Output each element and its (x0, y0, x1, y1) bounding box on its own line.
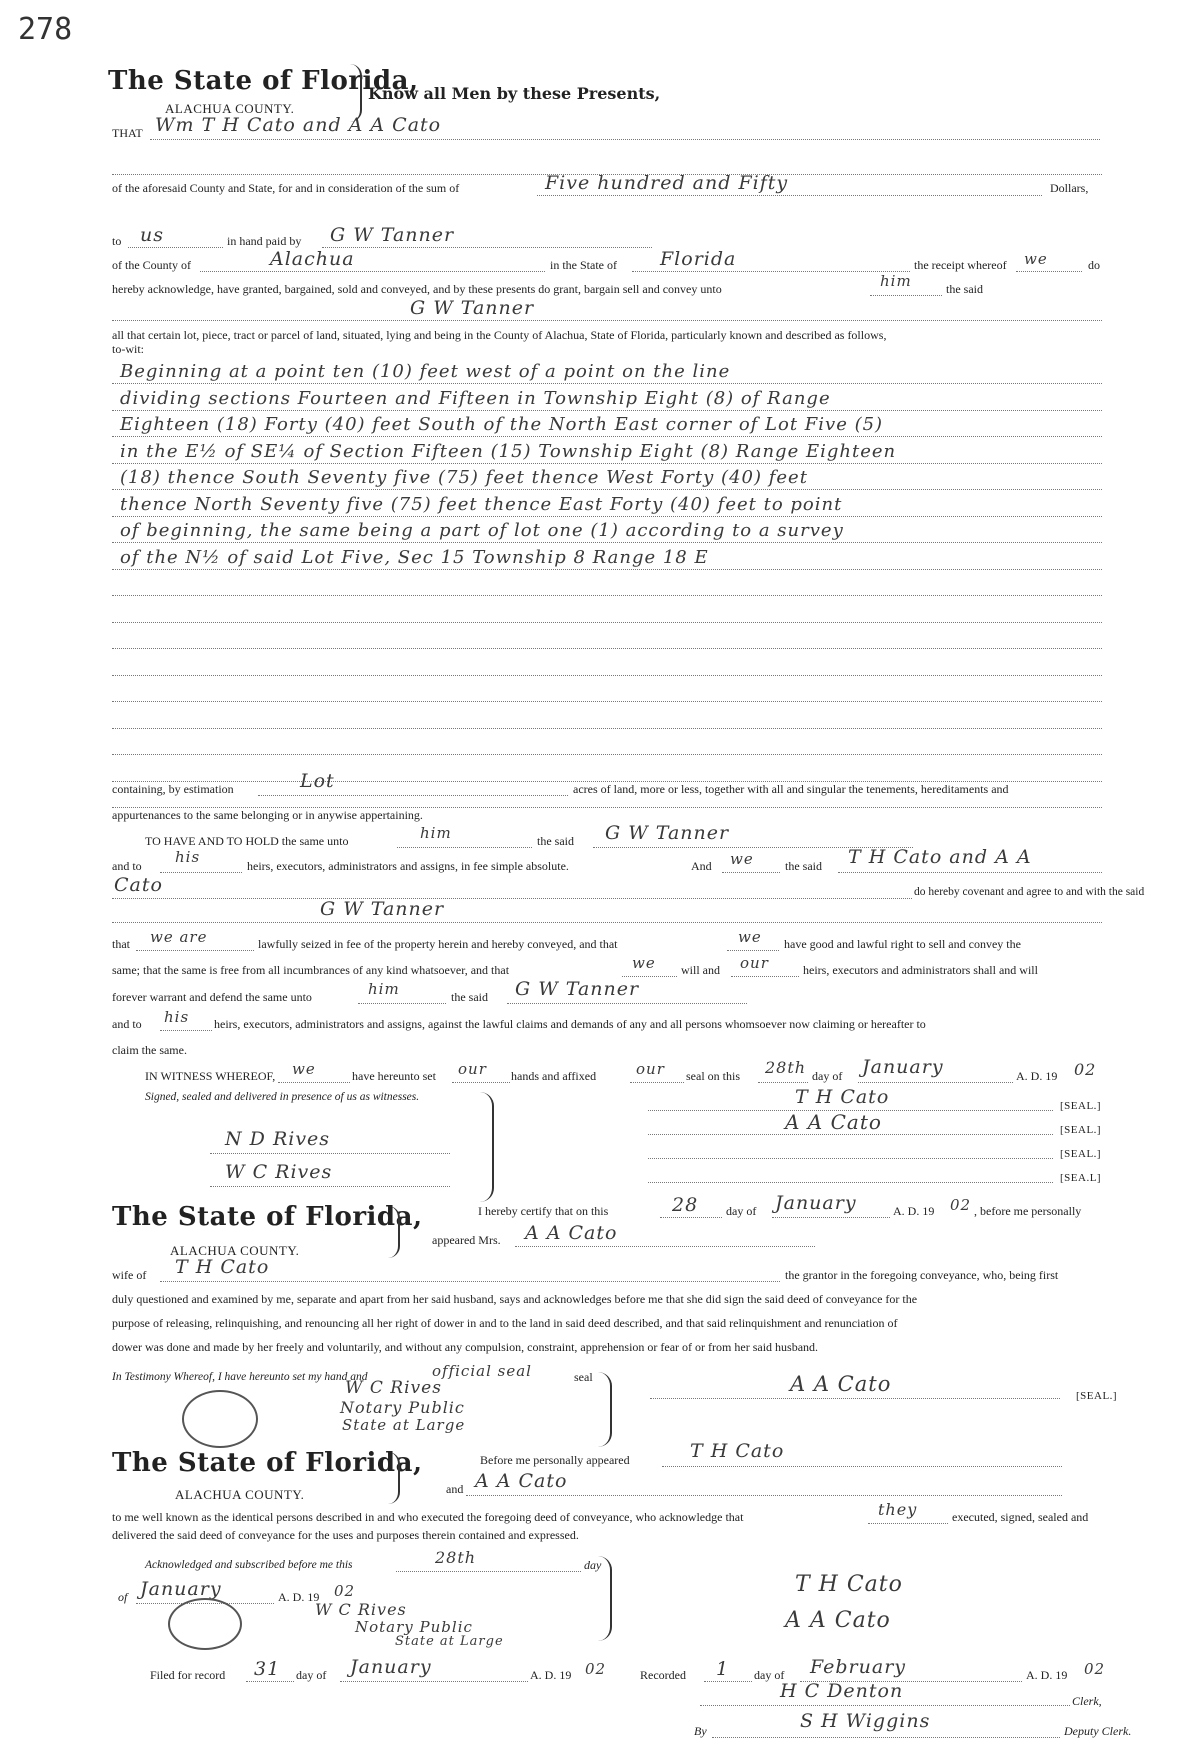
sum-field: Five hundred and Fifty (545, 172, 789, 194)
paid-label: in hand paid by (227, 234, 302, 248)
witness-our-field-2: our (636, 1060, 665, 1078)
by-label: By (694, 1724, 707, 1738)
ack2-they-field: they (878, 1500, 918, 1519)
deputy-label: Deputy Clerk. (1064, 1724, 1132, 1738)
ack1-state-title: The State of Florida, (112, 1202, 423, 1232)
recorded-year-field: 02 (1084, 1660, 1106, 1678)
state-title: The State of Florida, (108, 66, 419, 96)
filed-day-field: 31 (254, 1658, 281, 1680)
to-label: to (112, 234, 122, 248)
filed-label: Filed for record (150, 1668, 226, 1682)
ack1-notary-1: W C Rives (345, 1378, 442, 1398)
witness-month-field: January (862, 1056, 944, 1078)
ack2-day-field: 28th (435, 1548, 477, 1567)
description-line: Beginning at a point ten (10) feet west of a point on the line (120, 361, 731, 382)
same-text: same; that the same is free from all incumbrances of any kind whatsoever, and that (112, 963, 510, 977)
appurtenances-text: appurtenances to the same belonging or in anywise appertaining. (112, 808, 423, 822)
grant-to-field: him (880, 272, 912, 290)
ack1-certify: I hereby certify that on this (478, 1204, 609, 1218)
receipt-label: the receipt whereof (914, 258, 1007, 272)
do-label: do (1088, 258, 1100, 272)
notary-seal-stamp-2 (168, 1598, 242, 1650)
witness-seal-on: seal on this (686, 1069, 740, 1083)
we-field-2: we (738, 928, 762, 946)
description-line: of the N½ of said Lot Five, Sec 15 Township 8 Range 18 E (120, 546, 709, 568)
witness-year-field: 02 (1074, 1060, 1097, 1079)
ack1-month-field: January (775, 1192, 857, 1214)
state-of-field: Florida (660, 248, 737, 270)
ack2-before-me: Before me personally appeared (480, 1453, 630, 1467)
habendum-grantee-field: G W Tanner (605, 822, 730, 844)
seal-label-4: [SEA.L] (1060, 1172, 1102, 1184)
ack1-testimony: In Testimony Whereof, I have hereunto set my hand and (112, 1371, 368, 1383)
grantors-field-3: Cato (114, 874, 163, 896)
county-of-field: Alachua (270, 248, 355, 270)
heirs-assigns-text: heirs, executors, administrators and assigns, against the lawful claims and demands of any and all persons whomsoever now claiming or hereafter to (214, 1017, 926, 1031)
ack2-day-label: day (584, 1558, 602, 1572)
ack1-brace-2 (598, 1372, 612, 1447)
ack2-brace-2 (598, 1556, 612, 1641)
ack2-of-label: of (118, 1590, 128, 1604)
grantors-field-2: T H Cato and A A (848, 846, 1032, 868)
ack2-acknowledged: Acknowledged and subscribed before me this (145, 1559, 353, 1571)
ack1-body-2: purpose of releasing, relinquishing, and renouncing all her right of dower in and to the land in said deed described, and that said relinquishment and renunciation of (112, 1316, 898, 1330)
page-number: 278 (18, 12, 73, 47)
land-text: all that certain lot, piece, tract or parcel of land, situated, lying and being in the County of Alachua, State of Florida, particularly known and described as follows, (112, 328, 887, 342)
ack2-body-1b: executed, signed, sealed and (952, 1510, 1089, 1524)
ack2-brace (388, 1452, 400, 1504)
we-field-3: we (632, 954, 656, 972)
filed-year-field: 02 (585, 1660, 607, 1678)
know-all-heading: Know all Men by these Presents, (368, 84, 661, 103)
grantor-signature-2: A A Cato (785, 1110, 882, 1134)
witness-lead: IN WITNESS WHEREOF, (145, 1069, 276, 1083)
state-of-label: in the State of (550, 258, 617, 272)
ack1-year-field: 02 (950, 1196, 972, 1214)
forever-said-label: the said (451, 990, 488, 1004)
witness-day-of: day of (812, 1069, 843, 1083)
ack2-body-1: to me well known as the identical persons described in and who executed the foregoing deed of conveyance, who acknowledge that (112, 1510, 744, 1524)
description-line: thence North Seventy five (75) feet thence East Forty (40) feet to point (120, 493, 843, 515)
seized-text: lawfully seized in fee of the property herein and hereby conveyed, and that (258, 937, 618, 951)
ack1-day-of: day of (726, 1204, 757, 1218)
recorded-month-field: February (810, 1656, 907, 1678)
description-line: dividing sections Fourteen and Fifteen in Township Eight (8) of Range (120, 387, 831, 409)
containing-label: containing, by estimation (112, 782, 234, 796)
ack1-seal-label: [SEAL.] (1076, 1390, 1118, 1402)
ack1-body-1: duly questioned and examined by me, separate and apart from her said husband, says and acknowledges before me that she did sign the said deed of conveyance for the (112, 1292, 918, 1306)
ack2-person-1-field: T H Cato (690, 1440, 785, 1462)
description-line: (18) thence South Seventy five (75) feet thence West Forty (40) feet (120, 467, 808, 488)
ack2-person-2-field: A A Cato (475, 1470, 568, 1492)
heirs-exec-text: heirs, executors and administrators shall and will (803, 963, 1038, 977)
heirs-text: heirs, executors, administrators and assigns, in fee simple absolute. (247, 859, 569, 873)
seal-label-2: [SEAL.] (1060, 1124, 1102, 1136)
recorded-day-of: day of (754, 1668, 785, 1682)
ack1-county: ALACHUA COUNTY. (170, 1243, 300, 1258)
ack2-and: and (446, 1482, 464, 1496)
ack2-body-2: delivered the said deed of conveyance for the uses and purposes therein contained and expressed. (112, 1528, 579, 1542)
recorded-label: Recorded (640, 1668, 686, 1682)
we-are-field: we are (150, 928, 208, 946)
his-field-2: his (164, 1008, 190, 1026)
covenant-grantee-field: G W Tanner (320, 898, 445, 920)
habendum-said-2: the said (785, 859, 822, 873)
consideration-text: of the aforesaid County and State, for and in consideration of the sum of (112, 181, 460, 195)
ack1-seal-word: seal (574, 1370, 593, 1384)
have-hold-text: TO HAVE AND TO HOLD the same unto (145, 834, 349, 848)
witness-ad-label: A. D. 19 (1016, 1069, 1058, 1083)
description-line: Eighteen (18) Forty (40) feet South of the North East corner of Lot Five (5) (120, 414, 884, 435)
signed-text: Signed, sealed and delivered in presence of us as witnesses. (145, 1091, 420, 1103)
ack1-wife-of: wife of (112, 1268, 147, 1282)
forever-text: forever warrant and defend the same unto (112, 990, 312, 1004)
ack1-signature: A A Cato (790, 1372, 892, 1396)
clerk-label: Clerk, (1072, 1694, 1102, 1708)
ack1-husband-field: T H Cato (175, 1256, 270, 1278)
filed-month-field: January (350, 1656, 432, 1678)
ack2-year-field: 02 (334, 1582, 356, 1600)
description-line: in the E½ of SE¼ of Section Fifteen (15) Township Eight (8) Range Eighteen (120, 440, 897, 462)
seal-label-1: [SEAL.] (1060, 1100, 1102, 1112)
county-label: ALACHUA COUNTY. (165, 101, 295, 116)
ack1-appeared: appeared Mrs. (432, 1233, 501, 1247)
deputy-signature: S H Wiggins (800, 1710, 931, 1732)
grant-text: hereby acknowledge, have granted, bargained, sold and conveyed, and by these presents do grant, bargain sell and convey unto (112, 282, 722, 296)
ack2-state-title: The State of Florida, (112, 1448, 423, 1478)
ack1-ad: A. D. 19 (893, 1204, 935, 1218)
clerk-signature: H C Denton (780, 1680, 904, 1702)
ack1-brace (388, 1206, 400, 1258)
forever-grantee-field: G W Tanner (515, 978, 640, 1000)
filed-day-of: day of (296, 1668, 327, 1682)
and-label: And (691, 859, 712, 873)
we-field: we (730, 850, 754, 868)
seal-label-3: [SEAL.] (1060, 1148, 1102, 1160)
his-field: his (175, 848, 201, 866)
ack2-signature-1: T H Cato (795, 1572, 903, 1597)
ack2-notary-3: State at Large (395, 1634, 504, 1649)
and-to-label-2: and to (112, 1017, 142, 1031)
our-field: our (740, 954, 769, 972)
covenant-text: do hereby covenant and agree to and with the said (914, 886, 1145, 898)
claim-text: claim the same. (112, 1043, 187, 1057)
habendum-said-label: the said (537, 834, 574, 848)
to-field: us (140, 224, 164, 246)
acreage-field: Lot (300, 770, 335, 792)
him-field-2: him (368, 980, 400, 998)
good-right-text: have good and lawful right to sell and convey the (784, 937, 1021, 951)
and-to-label: and to (112, 859, 142, 873)
will-and-label: will and (681, 963, 720, 977)
notary-seal-stamp (182, 1390, 258, 1448)
ack1-grantor-text: the grantor in the foregoing conveyance, who, being first (785, 1268, 1059, 1282)
county-of-label: of the County of (112, 258, 191, 272)
description-line: of beginning, the same being a part of lot one (1) according to a survey (120, 520, 844, 541)
ack1-official-field: official seal (432, 1362, 532, 1380)
ack2-county: ALACHUA COUNTY. (175, 1487, 305, 1502)
ack2-notary-2: Notary Public (355, 1618, 473, 1636)
containing-rest: acres of land, more or less, together with all and singular the tenements, hereditaments and (573, 782, 1009, 796)
grantee-field: G W Tanner (410, 297, 535, 319)
ack2-notary-1: W C Rives (315, 1600, 407, 1619)
ack1-day-field: 28 (672, 1194, 699, 1216)
that-label-2: that (112, 937, 130, 951)
witness-2-signature: W C Rives (225, 1161, 333, 1183)
the-said-label: the said (946, 282, 983, 296)
filed-ad: A. D. 19 (530, 1668, 572, 1682)
grantors-field: Wm T H Cato and A A Cato (155, 114, 442, 136)
dollars-label: Dollars, (1050, 181, 1089, 195)
receipt-who-field: we (1024, 250, 1048, 268)
recorded-day-field: 1 (716, 1658, 730, 1680)
witness-we-field: we (292, 1060, 316, 1078)
witness-brace (480, 1092, 494, 1202)
recorded-ad: A. D. 19 (1026, 1668, 1068, 1682)
witness-hands-text: hands and affixed (511, 1069, 597, 1083)
ack2-month-field: January (140, 1578, 222, 1600)
ack1-before-me: , before me personally (974, 1204, 1082, 1218)
ack1-body-3: dower was done and made by her freely and voluntarily, and without any compulsion, constraint, apprehension or fear of or from her said husband. (112, 1340, 819, 1354)
that-label: THAT (112, 126, 143, 140)
ack1-notary-2: Notary Public (340, 1398, 465, 1417)
witness-day-field: 28th (765, 1058, 807, 1077)
witness-set-text: have hereunto set (352, 1069, 436, 1083)
paid-by-field: G W Tanner (330, 224, 455, 246)
to-wit-label: to-wit: (112, 342, 144, 356)
ack1-notary-3: State at Large (342, 1416, 466, 1434)
ack2-signature-2: A A Cato (785, 1608, 891, 1633)
witness-our-field: our (458, 1060, 487, 1078)
ack2-ad: A. D. 19 (278, 1590, 320, 1604)
unto-who-field: him (420, 824, 452, 842)
ack1-name-field: A A Cato (525, 1222, 618, 1244)
grantor-signature-1: T H Cato (795, 1086, 890, 1108)
witness-1-signature: N D Rives (225, 1128, 331, 1150)
